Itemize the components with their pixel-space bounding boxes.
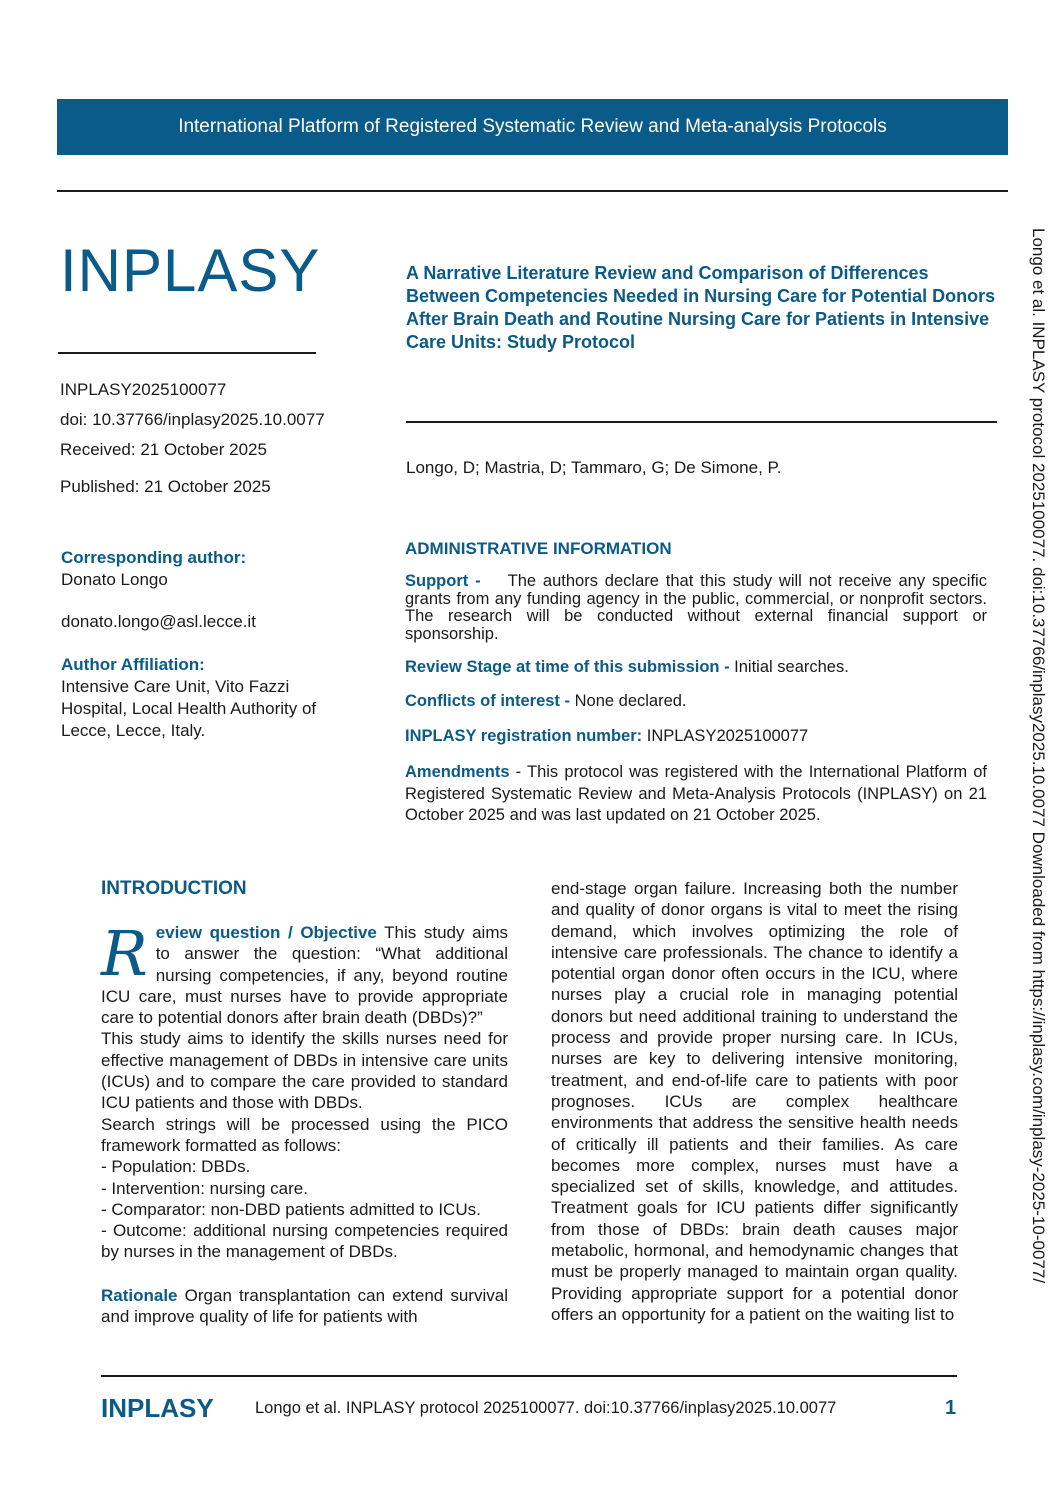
stage-text: Initial searches.: [734, 658, 849, 676]
pico-item: - Comparator: non-DBD patients admitted to ICUs.: [101, 1199, 481, 1219]
rationale-text: Organ transplantation can extend survival and improve quality of life for patients with: [101, 1285, 508, 1327]
corresponding-label: Corresponding author:: [61, 548, 247, 567]
objective-paragraph: This study aims to identify the skills nurses need for effective management of DBDs in intensive care units (ICUs) and to compare the care provided to standard ICU patients and those with DBDs.: [101, 1029, 508, 1113]
author-affiliation: [61, 654, 346, 742]
paper-title: A Narrative Literature Review and Comparison of Differences Between Competencies Needed in Nursing Care for Potential Donors After Brain Death and Routine Nursing Care for Patients in Intensive Care Units: Study Protocol: [406, 263, 996, 352]
side-citation: Longo et al. INPLASY protocol 2025100077. doi:10.37766/inplasy2025.10.0077 Downloaded from https://inplasy.com/inplasy-2025-10-0077/: [1029, 228, 1048, 1284]
title-divider: [406, 421, 997, 423]
corresponding-name: Donato Longo: [61, 570, 168, 589]
admin-conflicts: [405, 693, 987, 711]
corresponding-author: [61, 547, 361, 633]
pico-item: - Intervention: nursing care.: [101, 1178, 308, 1198]
stage-label: Review Stage at time of this submission -: [405, 658, 730, 676]
conflicts-label: Conflicts of interest -: [405, 692, 571, 710]
footer-divider: [101, 1375, 957, 1377]
pico-intro: Search strings will be processed using the PICO framework formatted as follows:: [101, 1114, 508, 1155]
published-date: Published: 21 October 2025: [60, 477, 271, 496]
rationale-label: Rationale: [101, 1285, 178, 1305]
admin-amendments: [405, 762, 987, 827]
support-label: Support -: [405, 572, 481, 590]
corresponding-email[interactable]: donato.longo@asl.lecce.it: [61, 612, 256, 631]
amend-text: - This protocol was registered with the International Platform of Registered Systematic Review and Meta-Analysis Protocols (INPLASY) on 21 October 2025 and was last updated on 21 October 2025.: [405, 763, 987, 824]
page-number: 1: [945, 1397, 957, 1419]
left-column: [101, 917, 508, 1327]
received-date: Received: 21 October 2025: [60, 440, 267, 459]
journal-logo-text: INPLASY: [60, 237, 321, 304]
pico-item: - Outcome: additional nursing competencies required by nurses in the management of DBDs.: [101, 1221, 508, 1262]
conflicts-text: None declared.: [574, 692, 687, 710]
affiliation-label: Author Affiliation:: [61, 655, 205, 674]
section-heading-introduction: INTRODUCTION: [101, 878, 247, 899]
admin-registration: [405, 728, 987, 746]
header-banner: International Platform of Registered Systematic Review and Meta-analysis Protocols: [57, 99, 1008, 155]
affiliation-text: Intensive Care Unit, Vito Fazzi Hospital, Local Health Authority of Lecce, Lecce, Italy.: [61, 677, 317, 740]
amend-label: Amendments: [405, 763, 510, 781]
review-question-label: eview question / Objective: [155, 923, 377, 942]
pico-item: - Population: DBDs.: [101, 1157, 251, 1177]
brand-divider: [58, 352, 316, 354]
support-text: The authors declare that this study will not receive any specific grants from any funding agency in the public, commercial, or nonprofit sectors. The research will be conducted without external financial support or sponsorship.: [405, 572, 987, 643]
footer-citation: Longo et al. INPLASY protocol 2025100077. doi:10.37766/inplasy2025.10.0077: [255, 1399, 837, 1417]
rationale: [101, 1285, 508, 1328]
doi[interactable]: doi: 10.37766/inplasy2025.10.0077: [60, 410, 325, 429]
author-list: Longo, D; Mastria, D; Tammaro, G; De Simone, P.: [406, 458, 782, 477]
right-column: end-stage organ failure. Increasing both the number and quality of donor organs is vital to meet the rising demand, which involves optimizing the role of intensive care professionals. The chance to identify a potential organ donor often occurs in the ICU, where nurses play a crucial role in managing potential donors but need additional training to understand the process and provide proper nursing care. In ICUs, nurses are key to delivering intensive monitoring, treatment, and end-of-life care to patients with poor prognoses. ICUs are complex healthcare environments that address the sensitive health needs of critically ill patients and their families. As care becomes more complex, nurses must have a specialized set of skills, knowledge, and attitudes. Treatment goals for ICU patients differ significantly from those of DBDs: brain death causes major metabolic, hormonal, and hemodynamic changes that must be properly managed to maintain organ quality. Providing appropriate support for a potential donor offers an opportunity for a patient on the waiting list to: [551, 879, 958, 1324]
review-question-text: This study aims to answer the question: “What additional nursing competencies, if any, beyond routine ICU care, must nurses have to provide appropriate care to potential donors after brain death (DBDs)?”: [101, 923, 508, 1028]
admin-support: [405, 573, 987, 643]
footer-logo-text: INPLASY: [101, 1393, 214, 1423]
registration-id: INPLASY2025100077: [60, 380, 227, 399]
drop-cap: R: [101, 917, 148, 990]
top-divider: [57, 190, 1008, 192]
regnum-label: INPLASY registration number:: [405, 727, 643, 745]
admin-heading: ADMINISTRATIVE INFORMATION: [405, 539, 672, 558]
regnum-text: INPLASY2025100077: [646, 727, 809, 745]
admin-stage: [405, 659, 987, 677]
review-question: [101, 917, 508, 1028]
